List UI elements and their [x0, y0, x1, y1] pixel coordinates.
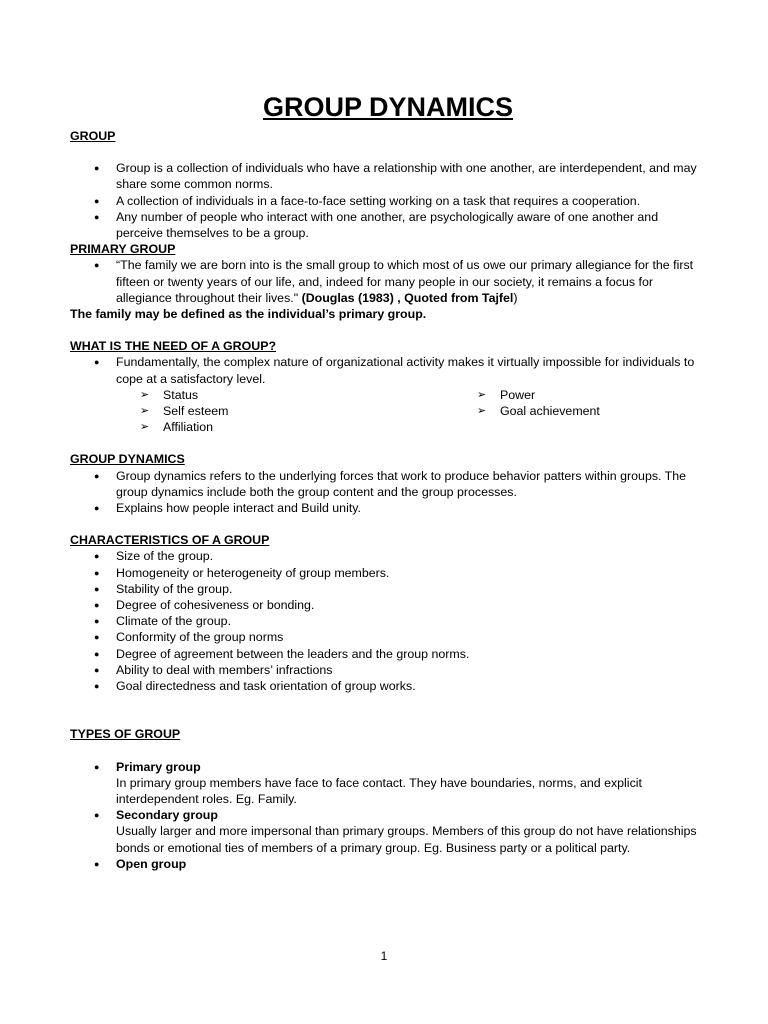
list-item: ● Degree of agreement between the leaders and the group norms. — [116, 646, 700, 662]
need-item: ➢ Affiliation — [140, 419, 477, 435]
list-item: ● Group is a collection of individuals who have a relationship with one another, are interdependent, and may share some common norms. — [116, 160, 700, 192]
need-item: ➢ Goal achievement — [477, 403, 677, 419]
types-list — [70, 759, 700, 872]
document-content — [70, 90, 700, 872]
list-item: ● Explains how people interact and Build unity. — [116, 500, 700, 516]
dynamics-list — [70, 468, 700, 517]
heading-need-of-group: WHAT IS THE NEED OF A GROUP? — [70, 339, 277, 354]
list-item: ● Degree of cohesiveness or bonding. — [116, 597, 700, 613]
quote-citation: (Douglas (1983) , Quoted from Tajfel — [301, 290, 514, 305]
list-item: ● Homogeneity or heterogeneity of group members. — [116, 565, 700, 581]
heading-group: GROUP — [70, 129, 116, 143]
list-item: ● Goal directedness and task orientation of group works. — [116, 678, 700, 694]
heading-primary-group: PRIMARY GROUP — [70, 242, 176, 257]
primary-group-quote: “The family we are born into is the small group to which most of us owe our primary allegiance for the first fifteen or twenty years of our life, and, indeed for many people in our society, it remains a focus for allegiance throughout their lives." — [116, 258, 694, 305]
list-item — [116, 257, 700, 306]
list-item: ● Stability of the group. — [116, 581, 700, 597]
type-title-primary: ● Primary group — [116, 759, 201, 774]
list-item: ● Group dynamics refers to the underlying forces that work to produce behavior patters within groups. The group dynamics include both the group content and the group processes. — [116, 468, 700, 500]
need-item: ➢ Power — [477, 387, 677, 403]
type-desc-primary: In primary group members have face to face contact. They have boundaries, norms, and explicit interdependent roles. Eg. Family. — [116, 775, 642, 806]
page-number: 1 — [380, 949, 388, 963]
list-item — [116, 807, 700, 856]
list-item — [116, 856, 700, 872]
quote-citation-close: ) — [513, 290, 518, 305]
list-item: ● Conformity of the group norms — [116, 629, 700, 645]
needs-column-right — [477, 387, 677, 436]
list-item: ● Fundamentally, the complex nature of organizational activity makes it virtually impossible for individuals to cope at a satisfactory level. — [116, 354, 700, 386]
list-item: ● Size of the group. — [116, 548, 700, 564]
list-item — [116, 759, 700, 808]
need-item: ➢ Self esteem — [140, 403, 477, 419]
needs-columns — [70, 387, 700, 436]
heading-types-of-group: TYPES OF GROUP — [70, 727, 181, 742]
list-item: ● Any number of people who interact with one another, are psychologically aware of one another and perceive themselves to be a group. — [116, 209, 700, 241]
heading-group-dynamics: GROUP DYNAMICS — [70, 452, 185, 467]
type-desc-secondary: Usually larger and more impersonal than primary groups. Members of this group do not have relationships bonds or emotional ties of members of a primary group. Eg. Business party or a political party. — [116, 824, 697, 855]
characteristics-list — [70, 548, 700, 694]
document-title: GROUP DYNAMICS — [262, 92, 514, 122]
primary-group-list — [70, 257, 700, 306]
primary-group-definition: The family may be defined as the individual’s primary group. — [70, 307, 427, 322]
need-item: ➢ Status — [140, 387, 477, 403]
heading-characteristics: CHARACTERISTICS OF A GROUP — [70, 533, 270, 548]
need-list — [70, 354, 700, 386]
type-title-secondary: ● Secondary group — [116, 808, 218, 823]
list-item: ● Ability to deal with members’ infractions — [116, 662, 700, 678]
group-definition-list — [70, 160, 700, 241]
list-item: ● Climate of the group. — [116, 613, 700, 629]
needs-column-left — [140, 387, 477, 436]
type-title-open: ● Open group — [116, 856, 187, 871]
list-item: ● A collection of individuals in a face-to-face setting working on a task that requires a cooperation. — [116, 193, 700, 209]
